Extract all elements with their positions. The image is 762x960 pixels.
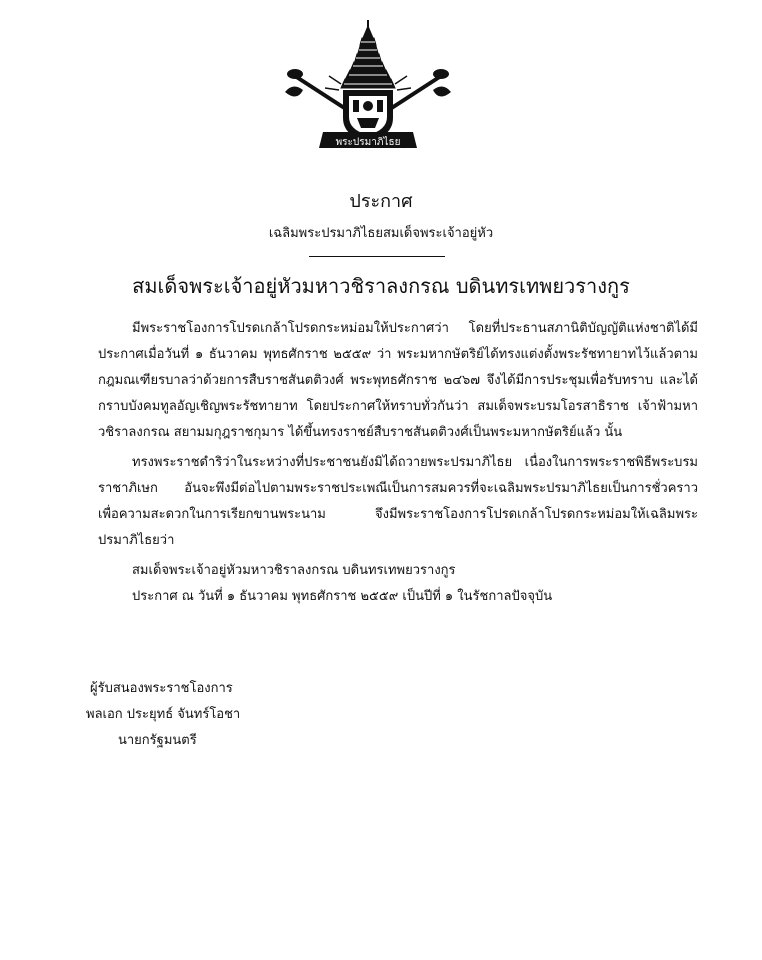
title-divider [309, 256, 445, 257]
royal-name-line: สมเด็จพระเจ้าอยู่หัวมหาวชิราลงกรณ บดินทรเทพยวรางกูร [132, 563, 456, 578]
paragraph-1: มีพระราชโองการโปรดเกล้าโปรดกระหม่อมให้ประกาศว่า โดยที่ประธานสภานิติบัญญัติแห่งชาติได้มีประกาศเมื่อวันที่ ๑ ธันวาคม พุทธศักราช ๒๕๕๙ ว่า พระมหากษัตริย์ได้ทรงแต่งตั้งพระรัชทายาทไว้แล้วตามกฎมณเฑียรบาลว่าด้วยการสืบราชสันตติวงศ์ พระพุทธศักราช ๒๔๖๗ จึงได้มีการประชุมเพื่อรับทราบ และได้กราบบังคมทูลอัญเชิญพระรัชทายาท โดยประกาศให้ทราบทั่วกันว่า สมเด็จพระบรมโอรสาธิราช เจ้าฟ้ามหาวชิราลงกรณ สยามมกุฎราชกุมาร ได้ขึ้นทรงราชย์สืบราชสันตติวงศ์เป็นพระมหากษัตริย์แล้ว นั้น [98, 321, 698, 440]
page-subtitle: เฉลิมพระปรมาภิไธยสมเด็จพระเจ้าอยู่หัว [268, 226, 494, 241]
paragraph-2: ทรงพระราชดำริว่าในระหว่างที่ประชาชนยังมิได้ถวายพระปรมาภิไธย เนื่องในการพระราชพิธีพระบรมราชาภิเษก อันจะพึงมีต่อไปตามพระราชประเพณีเป็นการสมควรที่จะเฉลิมพระปรมาภิไธยเป็นการชั่วคราว เพื่อความสะดวกในการเรียกขานพระนาม จึงมีพระราชโองการโปรดเกล้าโปรดกระหม่อมให้เฉลิมพระปรมาภิไธยว่า [98, 455, 698, 548]
date-line: ประกาศ ณ วันที่ ๑ ธันวาคม พุทธศักราช ๒๕๕๙ เป็นปีที่ ๑ ในรัชกาลปัจจุบัน [132, 589, 553, 604]
royal-name-heading: สมเด็จพระเจ้าอยู่หัวมหาวชิราลงกรณ บดินทรเทพยวรางกูร [132, 274, 630, 298]
page-title: ประกาศ [349, 191, 413, 212]
signature-block [86, 676, 241, 754]
emblem-ribbon-text: พระปรมาภิไธย [335, 137, 401, 148]
countersign-label: ผู้รับสนองพระราชโองการ [90, 681, 233, 696]
signatory-name: พลเอก ประยุทธ์ จันทร์โอชา [86, 707, 241, 722]
signatory-position: นายกรัฐมนตรี [118, 733, 197, 748]
royal-crown-emblem-icon [283, 18, 453, 156]
announcement-body [98, 316, 698, 610]
